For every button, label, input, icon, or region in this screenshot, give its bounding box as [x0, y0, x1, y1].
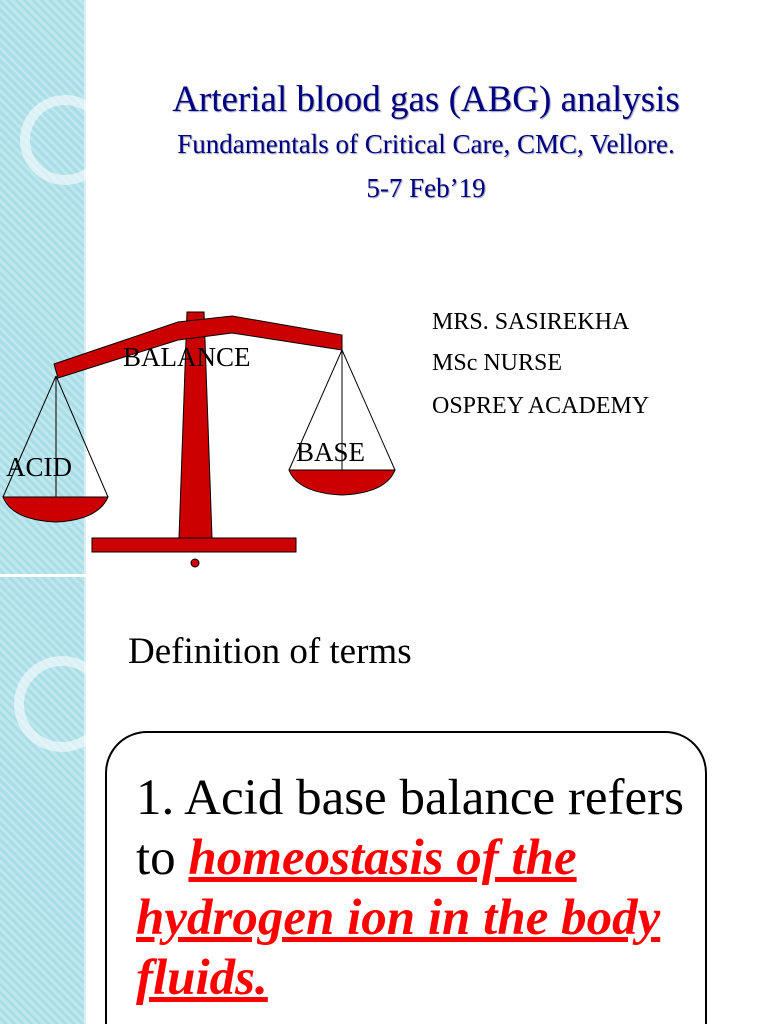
- slide-subtitle: Fundamentals of Critical Care, CMC, Vellore.: [177, 129, 675, 159]
- definition-slide: [0, 576, 768, 1024]
- pivot-dot: [191, 559, 199, 567]
- decorative-side-band: [0, 576, 86, 1024]
- author-name: MRS. SASIREKHA: [432, 309, 630, 335]
- left-pan: [3, 497, 108, 522]
- definition-emphasis-text: homeostasis of the hydrogen ion in the body fluids.: [136, 830, 661, 1006]
- slide-date: 5-7 Feb’19: [366, 173, 486, 203]
- acid-label: ACID: [6, 452, 72, 482]
- balance-label: BALANCE: [123, 342, 251, 372]
- author-qualification: MSc NURSE: [432, 350, 563, 376]
- base-label: BASE: [296, 437, 366, 467]
- scale-base-plate: [92, 538, 296, 552]
- definition-heading: Definition of terms: [128, 631, 412, 672]
- right-pan: [289, 470, 395, 495]
- slide-divider: [0, 574, 768, 577]
- author-organization: OSPREY ACADEMY: [432, 393, 650, 419]
- definition-text: [136, 768, 696, 1008]
- definition-plain-text: 1. Acid base balance refers to: [136, 770, 684, 886]
- slide-title: Arterial blood gas (ABG) analysis: [172, 79, 680, 120]
- ring-decoration: [14, 656, 110, 752]
